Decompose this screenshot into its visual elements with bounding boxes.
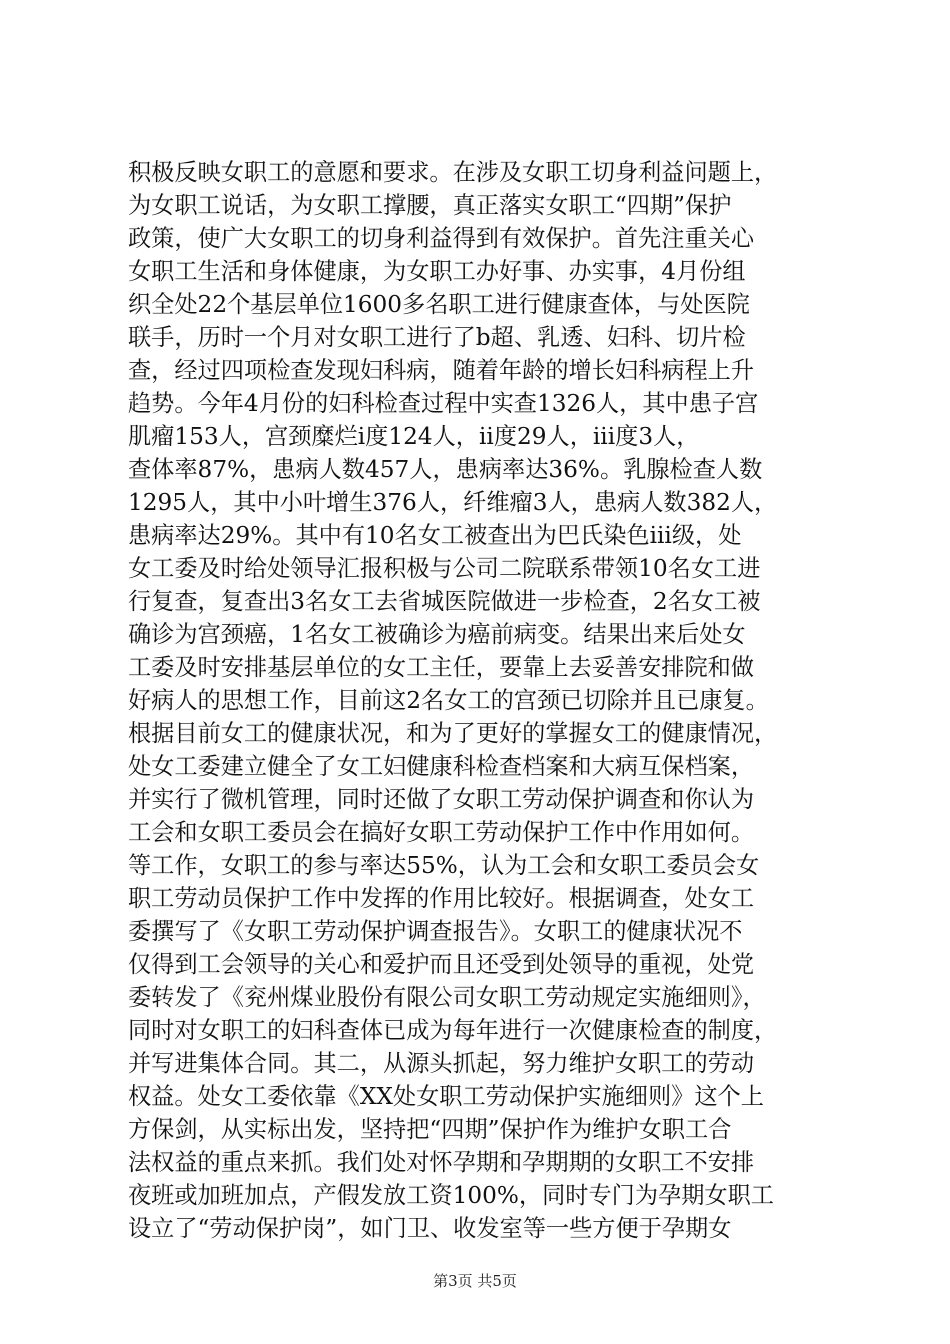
text-line: 夜班或加班加点，产假发放工资100%，同时专门为孕期女职工: [128, 1182, 774, 1209]
text-line: 政策，使广大女职工的切身利益得到有效保护。首先注重关心: [128, 225, 755, 252]
page-number: 第3页 共5页: [433, 1272, 517, 1290]
text-line: 积极反映女职工的意愿和要求。在涉及女职工切身利益问题上，: [128, 159, 778, 186]
text-line: 女职工生活和身体健康，为女职工办好事、办实事，4月份组: [128, 258, 746, 285]
text-line: 仅得到工会领导的关心和爱护而且还受到处领导的重视，处党: [128, 951, 755, 978]
text-line: 趋势。今年4月份的妇科检查过程中实查1326人，其中患子宫: [128, 390, 759, 417]
text-line: 委撰写了《女职工劳动保护调查报告》。女职工的健康状况不: [128, 918, 743, 945]
text-line: 等工作，女职工的参与率达55%，认为工会和女职工委员会女: [128, 852, 760, 879]
text-line: 并实行了微机管理，同时还做了女职工劳动保护调查和你认为: [128, 786, 755, 813]
text-line: 好病人的思想工作，目前这2名女工的宫颈已切除并且已康复。: [128, 687, 769, 714]
text-line: 方保剑，从实标出发，坚持把“四期”保护作为维护女职工合: [128, 1116, 732, 1143]
text-line: 为女职工说话，为女职工撑腰，真正落实女职工“四期”保护: [128, 192, 732, 219]
text-line: 法权益的重点来抓。我们处对怀孕期和孕期期的女职工不安排: [128, 1149, 755, 1176]
text-line: 确诊为宫颈癌，1名女工被确诊为癌前病变。结果出来后处女: [128, 621, 746, 648]
text-line: 查体率87%，患病人数457人，患病率达36%。乳腺检查人数: [128, 456, 763, 483]
text-line: 同时对女职工的妇科查体已成为每年进行一次健康检查的制度，: [128, 1017, 778, 1044]
text-line: 1295人，其中小叶增生376人，纤维瘤3人，患病人数382人，: [128, 489, 778, 516]
text-line: 处女工委建立健全了女工妇健康科检查档案和大病互保档案，: [128, 753, 755, 780]
text-line: 查，经过四项检查发现妇科病，随着年龄的增长妇科病程上升: [128, 357, 755, 384]
text-line: 联手，历时一个月对女职工进行了b超、乳透、妇科、切片检: [128, 324, 746, 351]
text-line: 根据目前女工的健康状况，和为了更好的掌握女工的健康情况，: [128, 720, 778, 747]
text-line: 并写进集体合同。其二，从源头抓起，努力维护女职工的劳动: [128, 1050, 755, 1077]
text-line: 织全处22个基层单位1600多名职工进行健康查体，与处医院: [128, 291, 750, 318]
text-line: 设立了“劳动保护岗”，如门卫、收发室等一些方便于孕期女: [128, 1215, 732, 1242]
text-line: 委转发了《兖州煤业股份有限公司女职工劳动规定实施细则》，: [128, 984, 766, 1011]
text-line: 职工劳动员保护工作中发挥的作用比较好。根据调查，处女工: [128, 885, 755, 912]
page-footer: [0, 1270, 950, 1291]
text-line: 工会和女职工委员会在搞好女职工劳动保护工作中作用如何。: [128, 819, 755, 846]
text-line: 行复查，复查出3名女工去省城医院做进一步检查，2名女工被: [128, 588, 761, 615]
text-line: 女工委及时给处领导汇报积极与公司二院联系带领10名女工进: [128, 555, 761, 582]
text-line: 权益。处女工委依靠《XX处女职工劳动保护实施细则》这个上: [128, 1083, 764, 1110]
text-line: 肌瘤153人，宫颈糜烂i度124人，ii度29人，iii度3人，: [128, 423, 700, 450]
text-line: 患病率达29%。其中有10名女工被查出为巴氏染色iii级，处: [128, 522, 742, 549]
body-text: [128, 156, 848, 1245]
text-line: 工委及时安排基层单位的女工主任，要靠上去妥善安排院和做: [128, 654, 755, 681]
